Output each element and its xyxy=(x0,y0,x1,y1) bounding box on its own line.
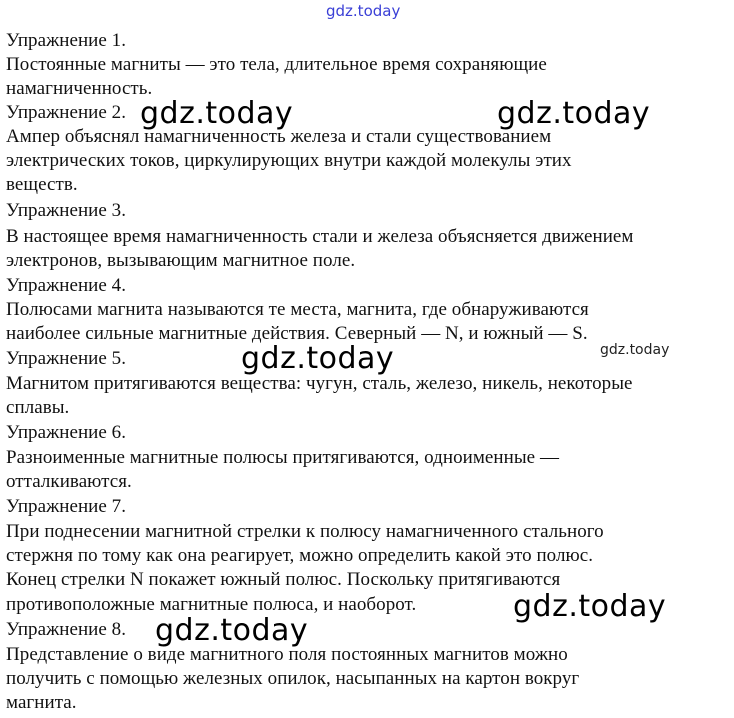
text-line: Ампер объяснял намагниченность железа и стали существованием xyxy=(6,126,552,147)
text-line: В настоящее время намагниченность стали и железа объясняется движением xyxy=(6,226,634,247)
text-line: Постоянные магниты — это тела, длительное время сохраняющие xyxy=(6,54,547,75)
text-line: стержня по тому как она реагирует, можно определить какой это полюс. xyxy=(6,545,594,566)
text-line: магнита. xyxy=(6,692,77,713)
text-line: отталкиваются. xyxy=(6,471,132,492)
text-line: электронов, вызывающим магнитное поле. xyxy=(6,250,356,271)
watermark: gdz.today xyxy=(155,613,309,648)
exercise-heading-4: Упражнение 4. xyxy=(6,275,127,296)
exercise-heading-7: Упражнение 7. xyxy=(6,496,127,517)
text-line: Разноименные магнитные полюсы притягиваются, одноименные — xyxy=(6,447,559,468)
watermark: gdz.today xyxy=(497,96,651,131)
text-line: противоположные магнитные полюса, и наоборот. xyxy=(6,594,417,615)
text-line: сплавы. xyxy=(6,397,70,418)
text-line: При поднесении магнитной стрелки к полюсу намагниченного стального xyxy=(6,521,604,542)
text-line: электрических токов, циркулирующих внутри каждой молекулы этих xyxy=(6,150,572,171)
text-line: Полюсами магнита называются те места, магнита, где обнаруживаются xyxy=(6,299,589,320)
text-line: Представление о виде магнитного поля постоянных магнитов можно xyxy=(6,644,568,665)
exercise-heading-5: Упражнение 5. xyxy=(6,348,127,369)
text-line: веществ. xyxy=(6,174,78,195)
watermark: gdz.today xyxy=(140,96,294,131)
text-line: Конец стрелки N покажет южный полюс. Поскольку притягиваются xyxy=(6,569,561,590)
exercise-heading-1: Упражнение 1. xyxy=(6,30,127,51)
text-line: получить с помощью железных опилок, насыпанных на картон вокруг xyxy=(6,668,580,689)
exercise-heading-3: Упражнение 3. xyxy=(6,200,127,221)
watermark: gdz.today xyxy=(326,2,401,20)
watermark: gdz.today xyxy=(600,342,670,358)
text-line: намагниченность. xyxy=(6,78,153,99)
watermark: gdz.today xyxy=(513,589,667,624)
exercise-heading-2: Упражнение 2. xyxy=(6,102,127,123)
exercise-heading-6: Упражнение 6. xyxy=(6,422,127,443)
text-line: Магнитом притягиваются вещества: чугун, сталь, железо, никель, некоторые xyxy=(6,373,633,394)
text-line: наиболее сильные магнитные действия. Северный — N, и южный — S. xyxy=(6,323,588,344)
watermark: gdz.today xyxy=(241,341,395,376)
exercise-heading-8: Упражнение 8. xyxy=(6,619,127,640)
